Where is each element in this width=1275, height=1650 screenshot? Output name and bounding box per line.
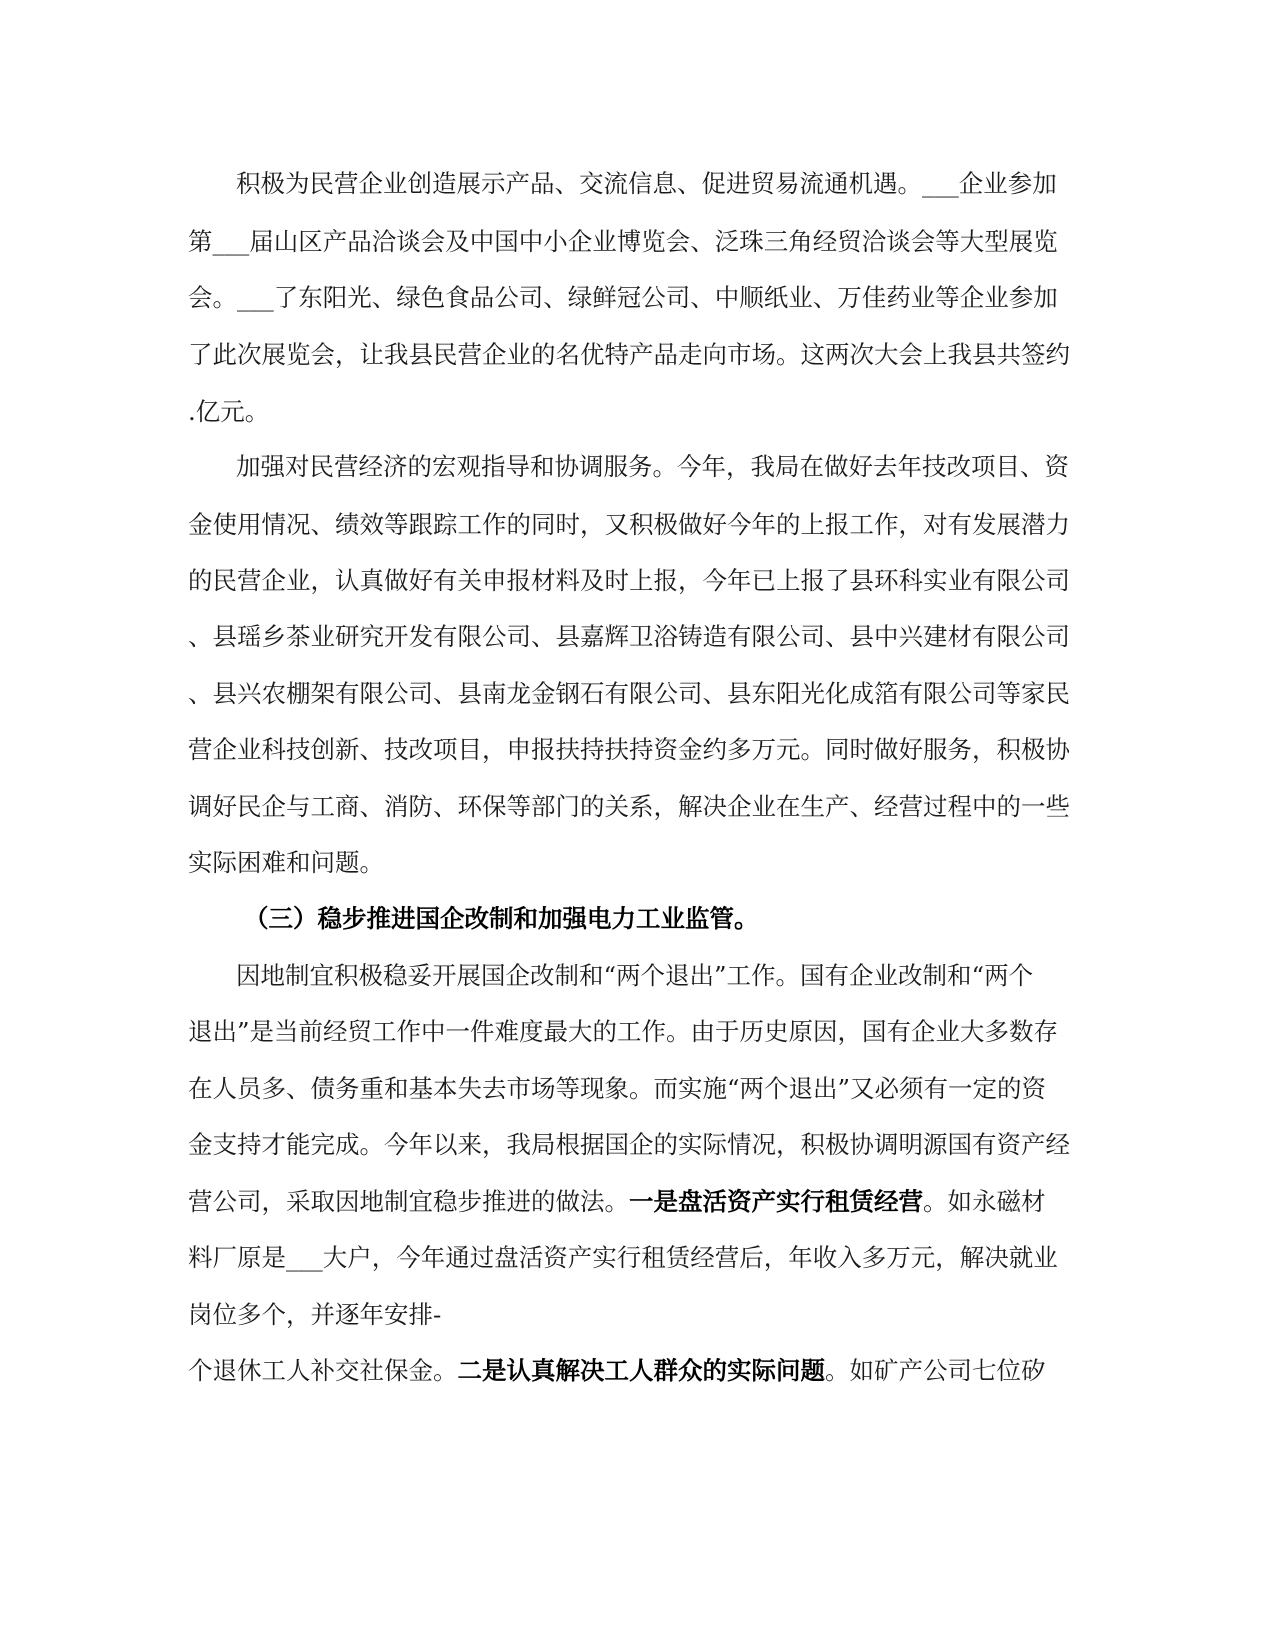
paragraph-3-line-5 xyxy=(188,1187,1088,1217)
paragraph-3-line-3: 在人员多、债务重和基本失去市场等现象。而实施“两个退出”又必须有一定的资 xyxy=(188,1074,1047,1103)
paragraph-2-line-8: 实际困难和问题。 xyxy=(188,848,384,877)
paragraph-3-line-8-text-c: 。如矿产公司七位矽 xyxy=(825,1356,1046,1385)
paragraph-2-line-4: 、县瑶乡茶业研究开发有限公司、县嘉辉卫浴铸造有限公司、县中兴建材有限公司 xyxy=(188,622,1070,651)
bold-phrase-leasing: 一是盘活资产实行租赁经营 xyxy=(629,1187,923,1216)
paragraph-1-line-1: 积极为民营企业创造展示产品、交流信息、促进贸易流通机遇。___企业参加 xyxy=(236,169,1057,198)
bold-phrase-workers: 二是认真解决工人群众的实际问题 xyxy=(457,1356,825,1385)
paragraph-1-line-4: 了此次展览会，让我县民营企业的名优特产品走向市场。这两次大会上我县共签约 xyxy=(188,340,1070,369)
paragraph-3-line-6: 料厂原是___大户，今年通过盘活资产实行租赁经营后，年收入多万元，解决就业 xyxy=(188,1243,1058,1272)
paragraph-1-line-2: 第___届山区产品洽谈会及中国中小企业博览会、泛珠三角经贸洽谈会等大型展览 xyxy=(188,227,1058,256)
paragraph-2-line-5: 、县兴农棚架有限公司、县南龙金钢石有限公司、县东阳光化成箔有限公司等家民 xyxy=(188,679,1070,708)
paragraph-2-line-2: 金使用情况、绩效等跟踪工作的同时，又积极做好今年的上报工作，对有发展潜力 xyxy=(188,510,1070,539)
paragraph-3-line-5-text-c: 。如永磁材 xyxy=(923,1187,1046,1216)
paragraph-3-line-1: 因地制宜积极稳妥开展国企改制和“两个退出”工作。国有企业改制和“两个 xyxy=(236,961,1034,990)
paragraph-2-line-1: 加强对民营经济的宏观指导和协调服务。今年，我局在做好去年技改项目、资 xyxy=(236,452,1069,481)
paragraph-2-line-7: 调好民企与工商、消防、环保等部门的关系，解决企业在生产、经营过程中的一些 xyxy=(188,792,1070,821)
paragraph-2-line-3: 的民营企业，认真做好有关申报材料及时上报，今年已上报了县环科实业有限公司 xyxy=(188,566,1070,595)
section-heading: （三）稳步推进国企改制和加强电力工业监管。 xyxy=(244,904,759,933)
paragraph-3-line-2: 退出”是当前经贸工作中一件难度最大的工作。由于历史原因，国有企业大多数存 xyxy=(188,1017,1059,1046)
paragraph-3-line-5-text-a: 营公司，采取因地制宜稳步推进的做法。 xyxy=(188,1187,629,1216)
paragraph-1-line-3: 会。___了东阳光、绿色食品公司、绿鲜冠公司、中顺纸业、万佳药业等企业参加 xyxy=(188,283,1058,312)
paragraph-3-line-7: 岗位多个，并逐年安排- xyxy=(188,1300,442,1329)
paragraph-3-line-8-text-a: 个退休工人补交社保金。 xyxy=(188,1356,458,1385)
paragraph-2-line-6: 营企业科技创新、技改项目，申报扶持扶持资金约多万元。同时做好服务，积极协 xyxy=(188,735,1070,764)
paragraph-3-line-8 xyxy=(188,1356,1088,1386)
paragraph-3-line-4: 金支持才能完成。今年以来，我局根据国企的实际情况，积极协调明源国有资产经 xyxy=(188,1130,1070,1159)
paragraph-1-line-5: .亿元。 xyxy=(188,397,270,426)
